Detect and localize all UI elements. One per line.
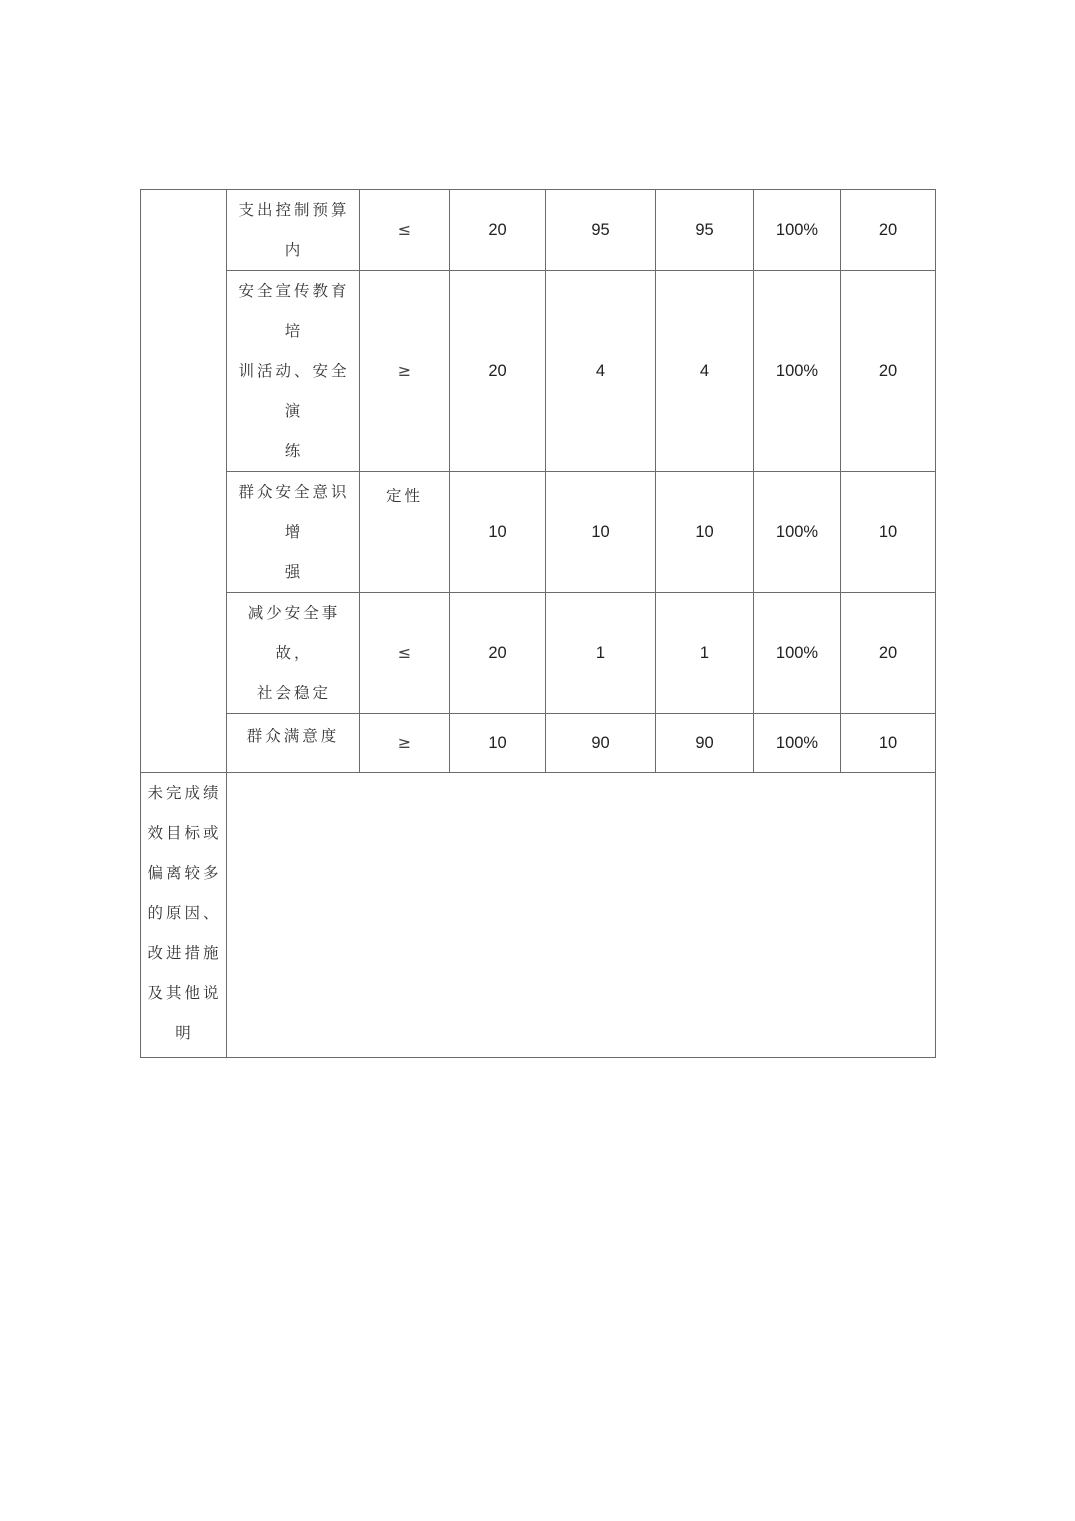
indicator-name-cell [227,472,360,593]
table-row [141,714,936,773]
operator-value: 定性 [385,487,423,505]
actual-cell [656,714,754,773]
target-cell [546,593,656,714]
indicator-name-cell [227,190,360,271]
operator-cell [360,190,450,271]
indicator-name-line: 群众安全意识增 [238,483,350,541]
operator-cell [360,593,450,714]
weight-cell [450,190,546,271]
completion-rate-cell [754,271,841,472]
operator-value: ≥ [397,361,412,380]
table-row [141,472,936,593]
completion-rate-cell [754,714,841,773]
operator-value: ≤ [397,643,412,662]
operator-cell [360,271,450,472]
indicator-name-line: 支出控制预算内 [238,201,350,259]
indicator-name-line: 强 [284,563,304,581]
weight-value: 10 [488,734,507,752]
completion-rate-value: 100% [775,523,819,541]
remarks-label-line: 的原因、 [147,904,222,922]
remarks-label-line: 效目标或 [147,824,222,842]
completion-rate-cell [754,593,841,714]
actual-cell [656,472,754,593]
score-value: 20 [878,362,898,380]
table-row [141,271,936,472]
target-value: 90 [591,734,610,752]
completion-rate-value: 100% [775,362,819,380]
remarks-label-cell [141,773,227,1058]
indicator-name-cell [227,271,360,472]
weight-cell [450,271,546,472]
table-row [141,593,936,714]
remarks-label-line: 未完成绩 [147,784,222,802]
completion-rate-cell [754,472,841,593]
indicator-name-line: 减少安全事故， [247,604,341,662]
actual-cell [656,190,754,271]
remarks-label-line: 偏离较多 [147,864,222,882]
score-cell [841,271,936,472]
remarks-label-line: 明 [175,1024,194,1042]
weight-cell [450,714,546,773]
operator-value: ≤ [397,220,412,239]
indicator-name-line: 练 [284,442,304,460]
target-value: 10 [591,523,610,541]
target-value: 4 [595,362,606,380]
target-cell [546,714,656,773]
weight-cell [450,593,546,714]
completion-rate-value: 100% [775,221,819,239]
completion-rate-cell [754,190,841,271]
remarks-label-line: 及其他说 [147,984,222,1002]
weight-cell [450,472,546,593]
completion-rate-value: 100% [775,734,819,752]
actual-value: 4 [699,362,710,380]
actual-cell [656,271,754,472]
remarks-content-cell [227,773,936,1058]
weight-value: 20 [488,221,507,239]
indicator-name-line: 安全宣传教育培 [238,282,350,340]
operator-value: ≥ [397,733,412,752]
weight-value: 20 [488,362,507,380]
operator-cell [360,472,450,593]
actual-cell [656,593,754,714]
indicator-name-cell [227,714,360,773]
score-cell [841,714,936,773]
table-row [141,190,936,271]
performance-table [140,189,936,1058]
indicator-name-line: 群众满意度 [246,727,340,745]
weight-value: 10 [488,523,507,541]
score-cell [841,472,936,593]
target-cell [546,472,656,593]
category-cell [141,190,227,773]
remarks-label-line: 改进措施 [147,944,222,962]
actual-value: 10 [695,523,714,541]
indicator-name-cell [227,593,360,714]
indicator-name-line: 社会稳定 [256,684,331,702]
score-value: 10 [878,734,898,752]
score-cell [841,593,936,714]
actual-value: 1 [699,644,710,662]
score-value: 20 [878,644,898,662]
indicator-name-line: 训活动、安全演 [238,362,350,420]
score-value: 20 [878,221,898,239]
weight-value: 20 [488,644,507,662]
target-cell [546,190,656,271]
completion-rate-value: 100% [775,644,819,662]
actual-value: 90 [695,734,714,752]
target-cell [546,271,656,472]
remarks-row [141,773,936,1058]
score-cell [841,190,936,271]
operator-cell [360,714,450,773]
target-value: 95 [591,221,610,239]
score-value: 10 [878,523,898,541]
target-value: 1 [595,644,606,662]
actual-value: 95 [695,221,714,239]
